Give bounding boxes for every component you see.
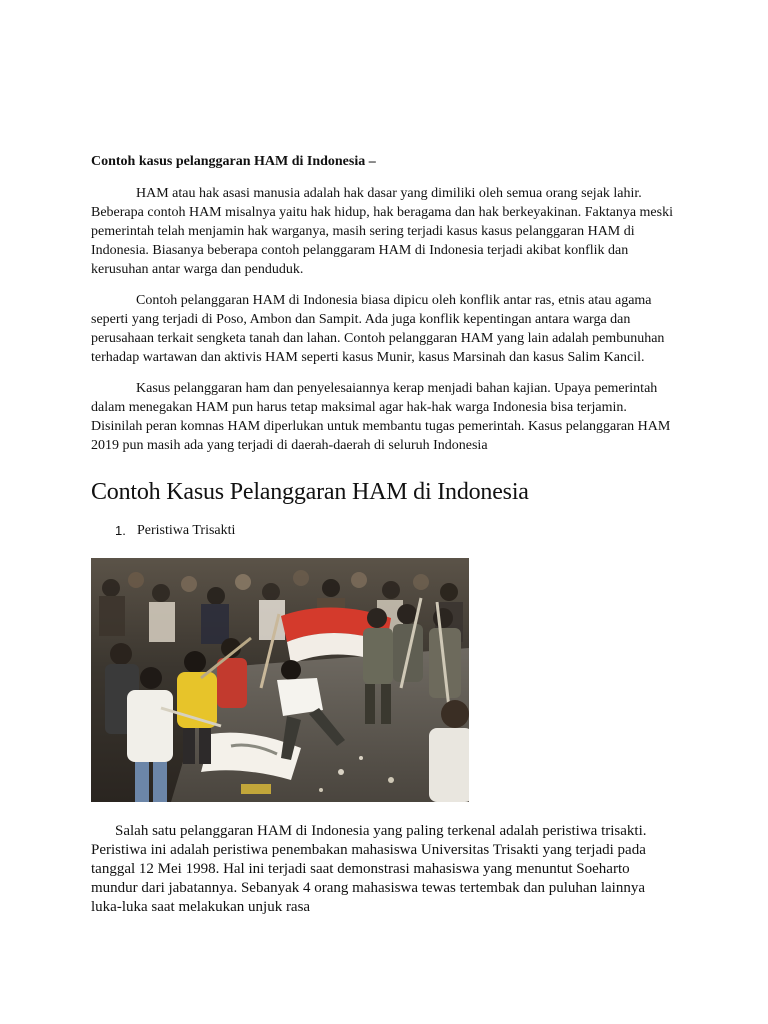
closing-paragraph: Salah satu pelanggaran HAM di Indonesia yang paling terkenal adalah peristiwa trisakti. Peristiwa ini adalah peristiwa penembakan mahasiswa Universitas Trisakti yang terjadi pada tanggal 12 Mei 1998. Hal ini terjadi saat demonstrasi mahasiswa yang menuntut Soeharto mundur dari jabatannya. Sebanyak 4 orang mahasiswa tewas tertembak dan puluhan lainnya luka-luka saat melakukan unjuk rasa [91,823,647,915]
section-heading: Contoh Kasus Pelanggaran HAM di Indonesia [91,479,529,505]
paragraph-1: HAM atau hak asasi manusia adalah hak dasar yang dimiliki oleh semua orang sejak lahir. Beberapa contoh HAM misalnya yaitu hak hidup, hak beragama dan hak berkeyakinan. Faktanya meski pemerintah telah menjamin hak warganya, masih sering terjadi kasus kasus pelanggaran HAM di Indonesia. Biasanya beberapa contoh pelanggaram HAM di Indonesia terjadi akibat konflik dan kerusuhan antar warga dan penduduk. [91,186,673,277]
document-body [91,152,676,917]
list-item-text: Peristiwa Trisakti [137,523,236,538]
list-item [91,521,676,540]
paragraph-2: Contoh pelanggaran HAM di Indonesia biasa dipicu oleh konflik antar ras, etnis atau agama seperti yang terjadi di Poso, Ambon dan Sampit. Ada juga konflik kepentingan antara warga dan perusahaan terkait sengketa tanah dan lahan. Contoh pelanggaran HAM yang lain adalah pembunuhan terhadap wartawan dan aktivis HAM seperti kasus Munir, kasus Marsinah dan kasus Salim Kancil. [91,293,665,365]
lead-heading: Contoh kasus pelanggaran HAM di Indonesia – [91,154,376,169]
paragraph-3: Kasus pelanggaran ham dan penyelesaiannya kerap menjadi bahan kajian. Upaya pemerintah dalam menegakan HAM pun harus tetap maksimal agar hak-hak warga Indonesia bisa terjamin. Disinilah peran komnas HAM diperlukan untuk membantu tugas pemerintah. Kasus pelanggaran HAM 2019 pun masih ada yang terjadi di daerah-daerah di seluruh Indonesia [91,381,671,453]
list-item-number: 1. [115,523,126,538]
numbered-list [91,521,676,540]
crowd-clash-photo [91,558,469,802]
